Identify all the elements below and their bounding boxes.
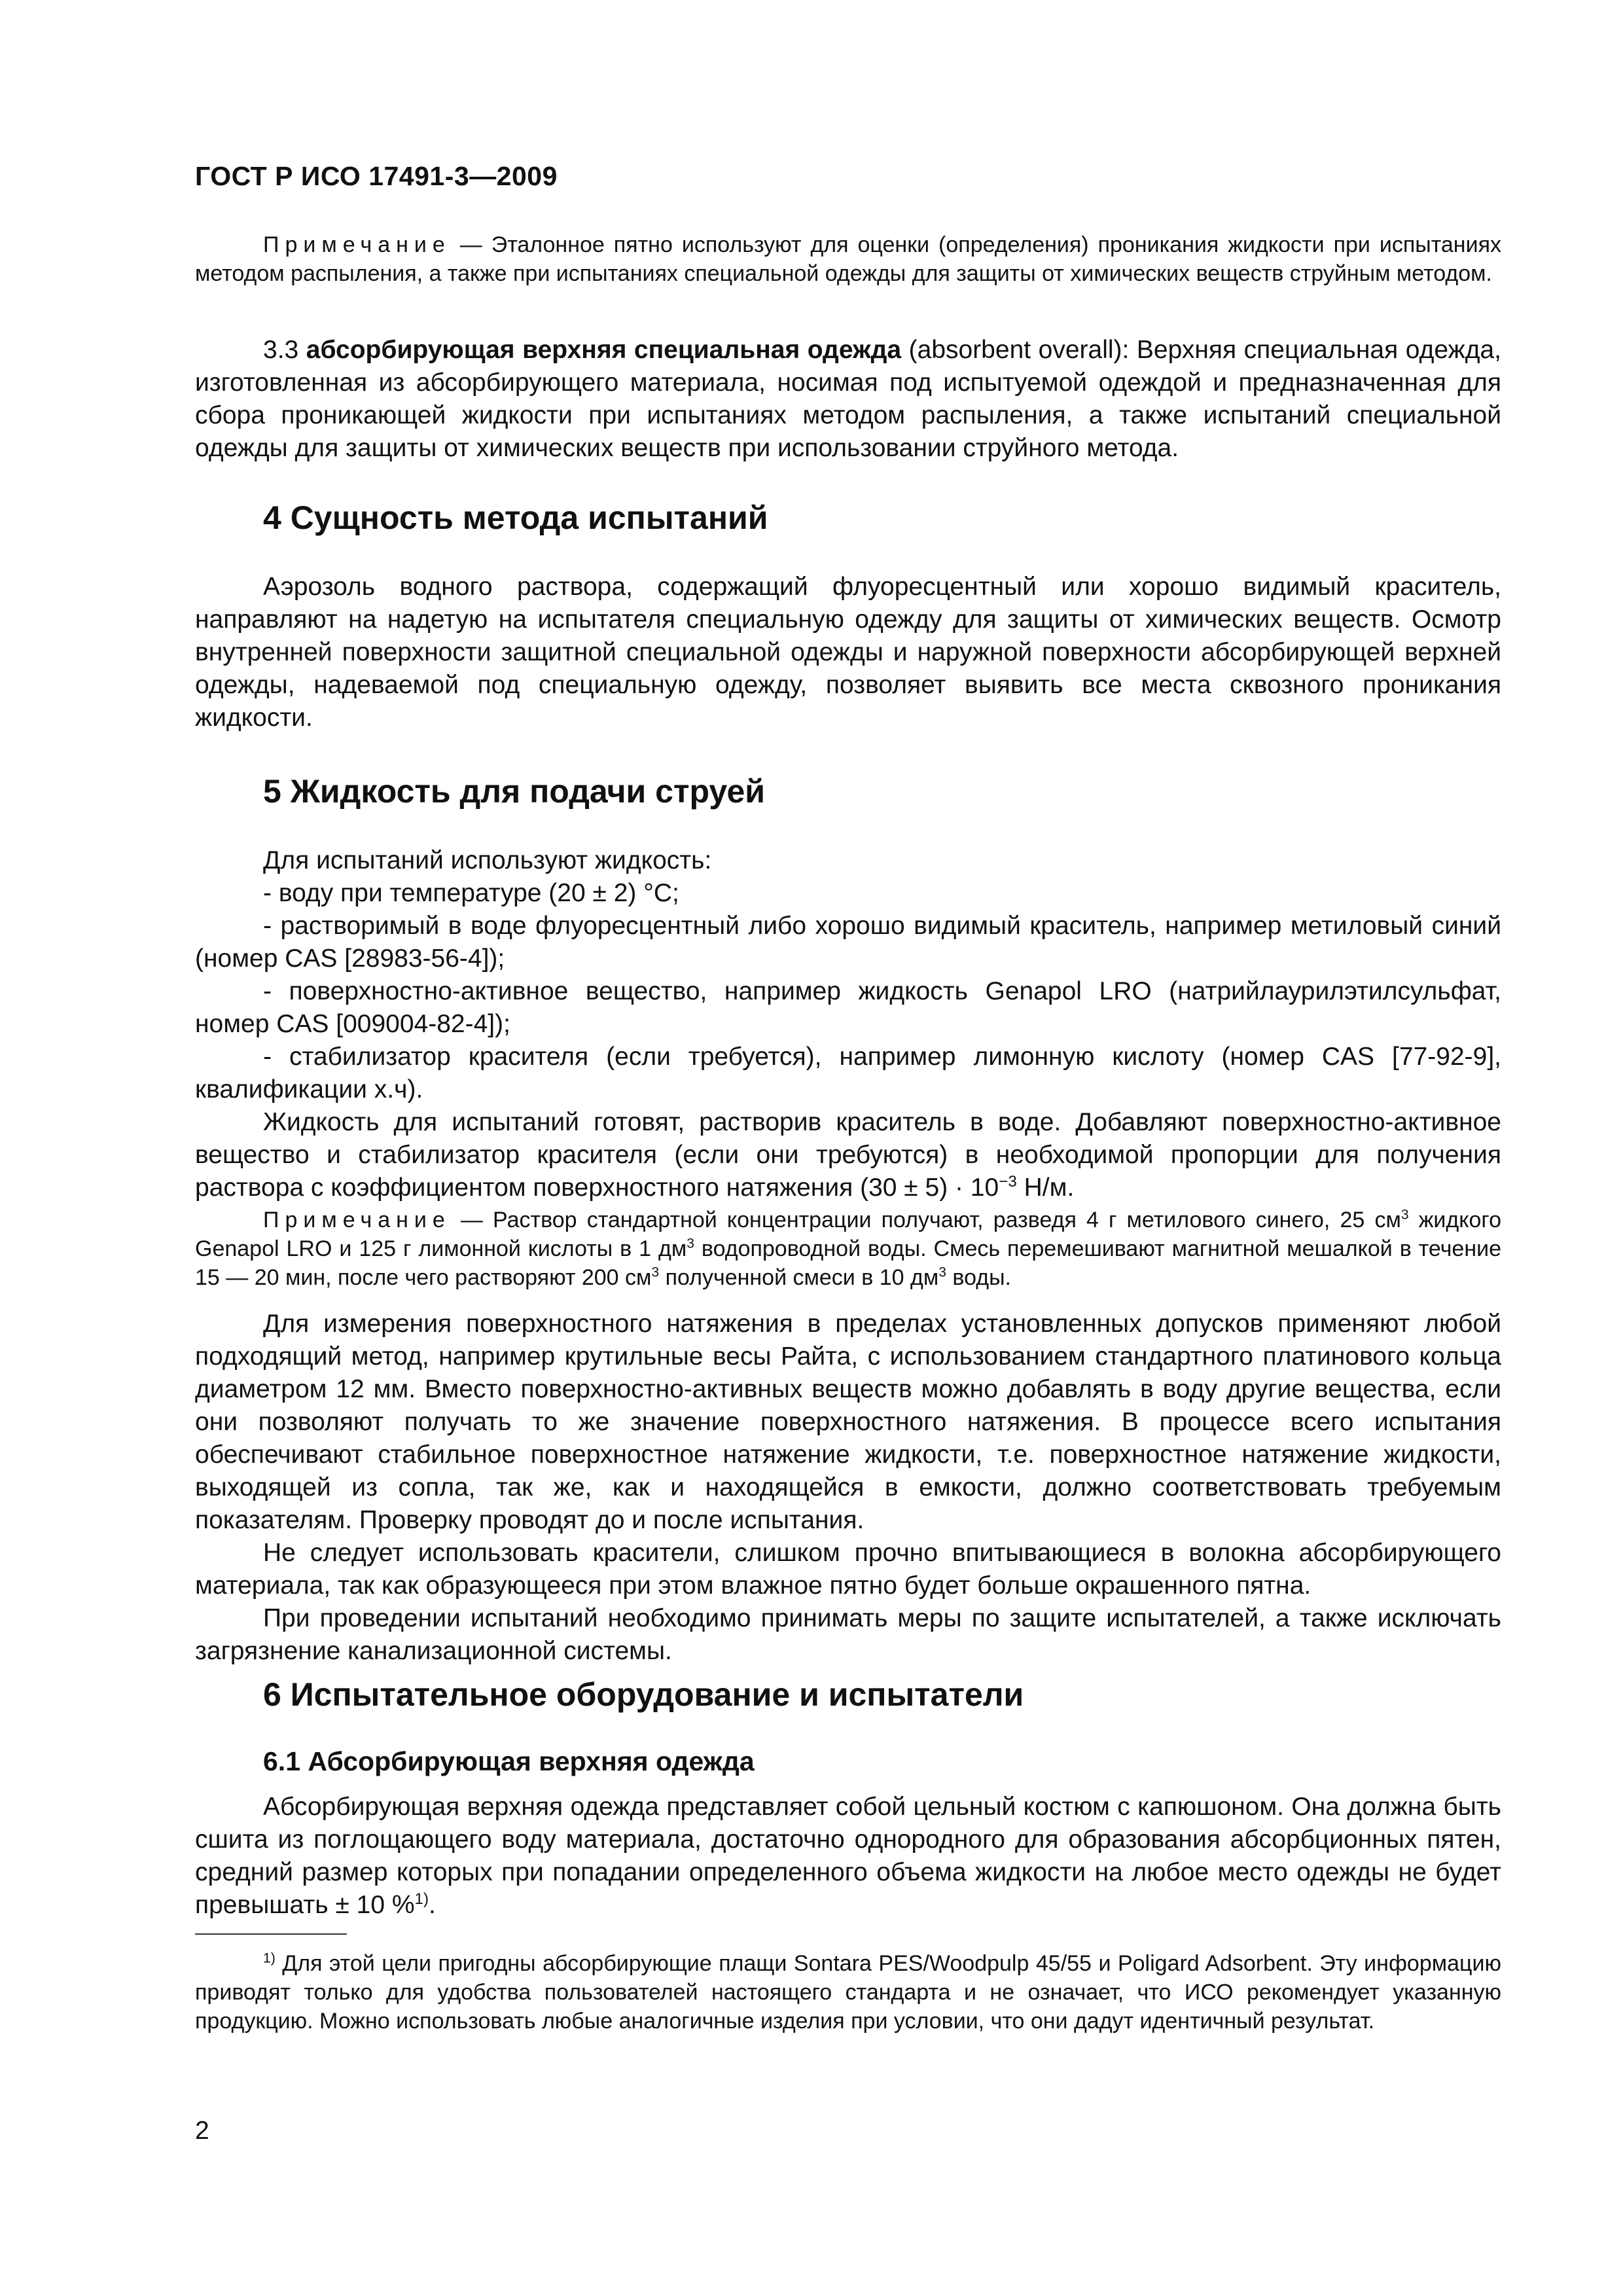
section-5-body [195, 844, 1501, 1204]
note-standard-solution: Примечание — Раствор стандартной концентрации получают, разведя 4 г метилового синего, 25 $см^3$ жидкого Genapol LRO и 125 г лимонной кислоты в 1 $дм^3$ водопроводной воды. Смесь перемешивают магнитной мешалкой в течение 15 — 20 мин, после чего растворяют 200 $см^3$ полученной смеси в 10 $дм^3$ воды. [195, 1207, 1501, 1290]
list-item: - поверхностно-активное вещество, например жидкость Genapol LRO (натрийлаурилэтилсульфат, номер CAS [009004-82-4]); [195, 977, 1501, 1038]
list-item: - растворимый в воде флуоресцентный либо хорошо видимый краситель, например метиловый синий (номер CAS [28983-56-4]); [195, 912, 1501, 973]
list-item: - воду при температуре (20 ± 2) °С; [263, 879, 679, 907]
subsection-6-1-body: Абсорбирующая верхняя одежда представляет собой цельный костюм с капюшоном. Она должна быть сшита из поглощающего воду материала, достаточно однородного для образования абсорбционных пятен, средний размер которых при попадании определенного объема жидкости на любое место одежды не будет превышать ± 10 %$^{1)}$. [195, 1793, 1501, 1919]
dyes-paragraph: Не следует использовать красители, слишком прочно впитывающиеся в волокна абсорбирующего материала, так как образующееся при этом влажное пятно будет больше окрашенного пятна. [195, 1539, 1501, 1600]
footnote-divider [195, 1933, 347, 1935]
footnote [195, 1949, 1501, 2036]
section-title: 6 Испытательное оборудование и испытатели [263, 1676, 1024, 1713]
section-title: 5 Жидкость для подачи струей [263, 773, 766, 810]
list-item: - стабилизатор красителя (если требуется), например лимонную кислоту (номер CAS [77-92-9], квалификации х.ч). [195, 1043, 1501, 1103]
page-number: 2 [195, 2117, 209, 2145]
subsection-title: 6.1 Абсорбирующая верхняя одежда [263, 1746, 755, 1776]
liquid-intro: Для испытаний используют жидкость: [263, 846, 712, 874]
section-6-heading [195, 1676, 1501, 1713]
term-definition: (absorbent overall): Верхняя специальная одежда, изготовленная из абсорбирующего материала, носимая под испытуемой одеждой и предназначенная для сбора проникающей жидкости при испытаниях методом распыления, а также испытаний специальной одежды для защиты от химических веществ при использовании струйного метода. [195, 336, 1501, 462]
subsection-6-1-heading [195, 1746, 1501, 1777]
note-text: — Эталонное пятно используют для оценки (определения) проникания жидкости при испытаниях методом распыления, а также при испытаниях специальной одежды для защиты от химических веществ струйным методом. [195, 232, 1501, 286]
section-5-heading [195, 772, 1501, 810]
standard-code-header: ГОСТ Р ИСО 17491-3—2009 [195, 161, 558, 191]
term-name: абсорбирующая верхняя специальная одежда [306, 336, 902, 364]
footnote-reference: 1) [414, 1890, 429, 1908]
term-number: 3.3 [263, 336, 306, 364]
safety-paragraph: При проведении испытаний необходимо принимать меры по защите испытателей, а также исключать загрязнение канализационной системы. [195, 1604, 1501, 1665]
note-label: Примечание [263, 232, 451, 257]
footnote-text: Для этой цели пригодны абсорбирующие плащи Sontara PES/Woodpulp 45/55 и Poligard Adsorbent. Эту информацию приводят только для удобства пользователей настоящего стандарта и не означает, что ИСО рекомендует указанную продукцию. Можно использовать любые аналогичные изделия при условии, что они дадут идентичный результат. [195, 1951, 1501, 2034]
footnote-mark: 1) [263, 1950, 276, 1966]
section-4-heading [195, 499, 1501, 537]
note-label: Примечание [263, 1208, 451, 1232]
section-5-paragraphs [195, 1308, 1501, 1668]
surface-tension-paragraph: Для измерения поверхностного натяжения в пределах установленных допусков применяют любой подходящий метод, например крутильные весы Райта, с использованием стандартного платинового кольца диаметром 12 мм. Вместо поверхностно-активных веществ можно добавлять в воду другие вещества, если они позволяют получать то же значение поверхностного натяжения. В процессе всего испытания обеспечивают стабильное поверхностное натяжение жидкости, т.е. поверхностное натяжение жидкости, выходящей из сопла, так же, как и находящейся в емкости, должно соответствовать требуемым показателям. Проверку проводят до и после испытания. [195, 1310, 1501, 1534]
section-title: 4 Сущность метода испытаний [263, 499, 768, 536]
section-4-text: Аэрозоль водного раствора, содержащий флуоресцентный или хорошо видимый краситель, направляют на надетую на испытателя специальную одежду для защиты от химических веществ. Осмотр внутренней поверхности защитной специальной одежды и наружной поверхности абсорбирующей верхней одежды, надеваемой под специальную одежду, позволяет выявить все места сквозного проникания жидкости. [195, 573, 1501, 732]
section-4-body [195, 571, 1501, 734]
term-3-3 [195, 334, 1501, 465]
note-reference-stain [195, 230, 1501, 288]
subsection-text: Абсорбирующая верхняя одежда представляет собой цельный костюм с капюшоном. Она должна быть сшита из поглощающего воду материала, достаточно однородного для образования абсорбционных пятен, средний размер которых при попадании определенного объема жидкости на любое место одежды не будет превышать ± 10 % [195, 1793, 1501, 1919]
preparation-text: Жидкость для испытаний готовят, растворив краситель в воде. Добавляют поверхностно-активное вещество и стабилизатор красителя (если они требуются) в необходимой пропорции для получения раствора с коэффициентом поверхностного натяжения $(30 \pm 5) \cdot 10^{-3}$ Н/м. [195, 1108, 1501, 1202]
